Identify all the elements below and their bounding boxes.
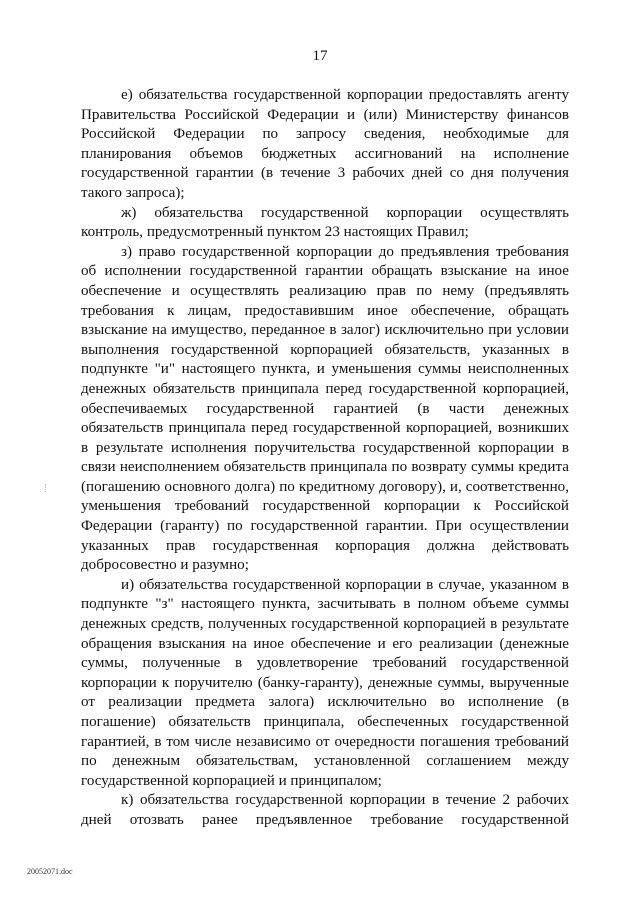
paragraph-zh: ж) обязательства государственной корпорации осуществлять контроль, предусмотренный пунктом 23 настоящих Правил; [81,204,569,241]
page-number: 17 [312,48,328,64]
paragraph-k: к) обязательства государственной корпорации в течение 2 рабочих дней отозвать ранее предъявленное требование государственной [81,792,569,828]
paragraph-e: е) обязательства государственной корпорации предоставлять агенту Правительства Российской Федерации и (или) Министерству финансов Российской Федерации по запросу сведения, необходимые для планирования объемов бюджетных ассигнований на исполнение государственной гарантии (в течение 3 рабочих дней со дня получения такого запроса); [81,87,569,201]
footer-filename: 20052071.doc [27,867,73,876]
paragraph-i: и) обязательства государственной корпорации в случае, указанном в подпункте "з" настоящего пункта, засчитывать в полном объеме суммы денежных средств, полученных государственной корпорацией в результате обращения взыскания на иное обеспечение и его реализации (денежные суммы, полученные в удовлетворение требований государственной корпорации к поручителю (банку-гаранту), денежные суммы, вырученные от реализации предмета залога) исключительно во исполнение (в погашение) обязательств принципала, обеспеченных государственной гарантией, в том числе независимо от очередности погашения требований по денежным обязательствам, установленной соглашением между государственной корпорацией и принципалом; [81,576,569,789]
paragraph-z: з) право государственной корпорации до предъявления требования об исполнении государственной гарантии обращать взыскание на иное обеспечение и осуществлять реализацию прав по нему (предъявлять требования к лицам, предоставившим иное обеспечение, обращать взыскание на имущество, переданное в залог) исключительно при условии выполнения государственной корпорацией обязательств, указанных в подпункте "и" настоящего пункта, и уменьшения суммы неисполненных денежных обязательств принципала перед государственной корпорацией, обеспечиваемых государственной гарантией (в части денежных обязательств принципала перед государственной корпорацией, возникших в результате исполнения поручительства государственной корпорации в связи неисполнением обязательств принципала по возврату суммы кредита (погашению основного долга) по кредитному договору), и, соответственно, уменьшения требований государственной корпорации к Российской Федерации (гаранту) по государственной гарантии. При осуществлении указанных прав государственная корпорация должна действовать добросовестно и разумно; [81,243,569,574]
document-body [81,86,569,831]
margin-mark [45,484,47,492]
